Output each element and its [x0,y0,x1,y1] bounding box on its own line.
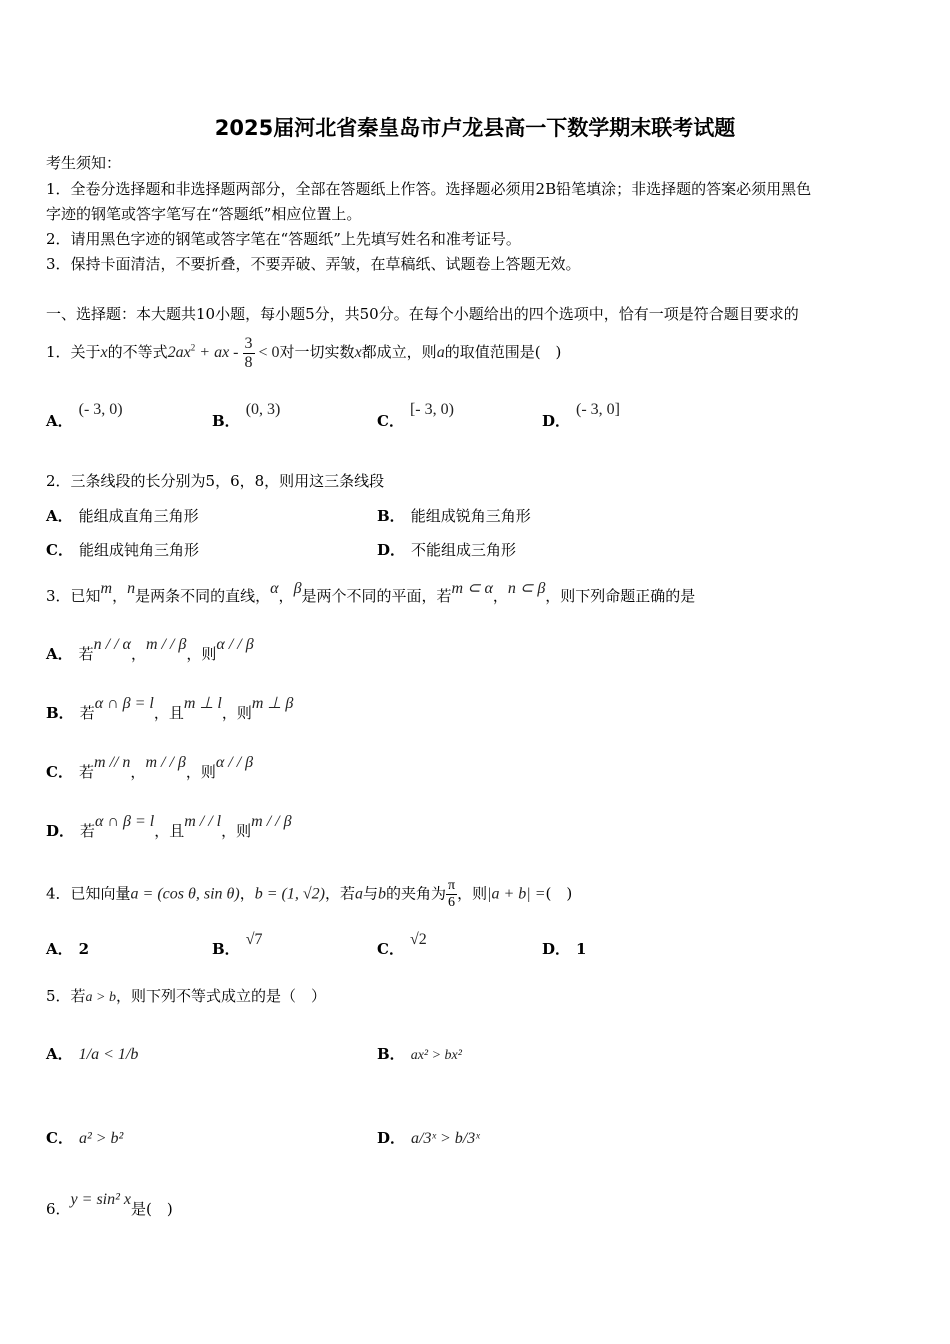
notice-item-1: 1．全卷分选择题和非选择题两部分，全部在答题纸上作答。选择题必须用2B铅笔填涂；非选择题的答案必须用黑色 [46,180,812,198]
q3-option-a[interactable]: A． 若n / / α，m / / β，则α / / β [46,636,254,663]
q1-var-x: x [100,344,108,362]
q2-option-d[interactable]: D． 不能组成三角形 [377,541,517,559]
q3-option-d[interactable]: D． 若α ∩ β = l，且m / / l，则m / / β [46,813,292,840]
q1-option-c[interactable]: C．[- 3, 0) [377,401,454,430]
question-5: 5．若a > b，则下列不等式成立的是（ ） [46,987,327,1005]
q1-option-d[interactable]: D．(- 3, 0] [542,401,620,430]
q1-text-1: 的不等式 [107,343,168,362]
q1-text-4: 的取值范围是( ) [444,343,562,362]
q1-option-b[interactable]: B．(0, 3) [212,401,281,430]
notice-item-2: 2．请用黑色字迹的钢笔或答字笔在“答题纸”上先填写姓名和准考证号。 [46,230,521,248]
q5-option-a[interactable]: A． 1/a < 1/b [46,1045,139,1063]
q4-angle: $\frac{\pi}{6}$ [448,878,456,910]
section-heading: 一、选择题：本大题共10小题，每小题5分，共50分。在每个小题给出的四个选项中，恰有一项是符合题目要求的 [46,305,799,323]
q4-vector-a: a = (cos θ, sin θ) [130,885,240,903]
q3-option-b[interactable]: B． 若α ∩ β = l，且m ⊥ l，则m ⊥ β [46,695,294,722]
question-4: 4．已知向量a = (cos θ, sin θ)，b = (1, √2)，若a与b的夹角为 $\frac{\pi}{6}$ ，则|a + b| =( ) [46,878,573,910]
notice-item-3: 3．保持卡面清洁，不要折叠，不要弄破、弄皱，在草稿纸、试题卷上答题无效。 [46,255,581,273]
q4-abs-expr: |a + b| = [487,885,546,903]
q1-inequality: $2ax^2$ + ax - $\frac{3}{8}$ < 0 [167,335,280,371]
q3-n: n [127,580,136,597]
q4-option-c[interactable]: C．√2 [377,931,427,958]
q4-option-a[interactable]: A． 2 [46,940,90,958]
q1-number: 1．关于 [46,343,101,362]
q3-beta: β [293,580,302,597]
q1-var-a: a [436,344,445,362]
q1-text-3: 都成立，则 [361,343,437,362]
q4-option-d[interactable]: D． 1 [542,940,587,958]
question-3: 3．已知m，n是两条不同的直线，α，β是两个不同的平面，若m ⊂ α，n ⊂ β，则下列命题正确的是 [46,580,696,605]
question-6: 6．y = sin² x是( ) [46,1191,173,1218]
q4-option-b[interactable]: B．√7 [212,931,263,958]
q2-option-a[interactable]: A． 能组成直角三角形 [46,507,199,525]
q1-text-2: 对一切实数 [279,343,355,362]
q1-var-x2: x [354,344,362,362]
q6-expression: y = sin² x [70,1191,132,1208]
q3-option-c[interactable]: C． 若m // n，m / / β，则α / / β [46,754,254,781]
q2-option-c[interactable]: C． 能组成钝角三角形 [46,541,199,559]
page-title: 2025届河北省秦皇岛市卢龙县高一下数学期末联考试题 [214,116,736,140]
q3-cond-2: n ⊂ β [507,580,546,597]
notice-heading: 考生须知： [46,154,122,172]
question-1 [46,335,561,372]
q3-cond-1: m ⊂ α [451,580,493,597]
q2-option-b[interactable]: B． 能组成锐角三角形 [377,507,531,525]
q5-option-d[interactable]: D． a/3ˣ > b/3ˣ [377,1129,480,1147]
q5-option-b[interactable]: B． ax² > bx² [377,1045,462,1063]
q5-condition: a > b [85,990,116,1005]
q3-m: m [100,580,113,597]
q4-vector-b: b = (1, √2) [254,885,325,903]
question-2: 2．三条线段的长分别为5，6，8，则用这三条线段 [46,472,385,490]
q1-option-a[interactable]: A．(- 3, 0) [46,401,123,430]
q5-option-c[interactable]: C． a² > b² [46,1129,124,1147]
notice-item-1-cont: 字迹的钢笔或答字笔写在“答题纸”相应位置上。 [46,205,362,223]
q3-alpha: α [270,580,279,597]
